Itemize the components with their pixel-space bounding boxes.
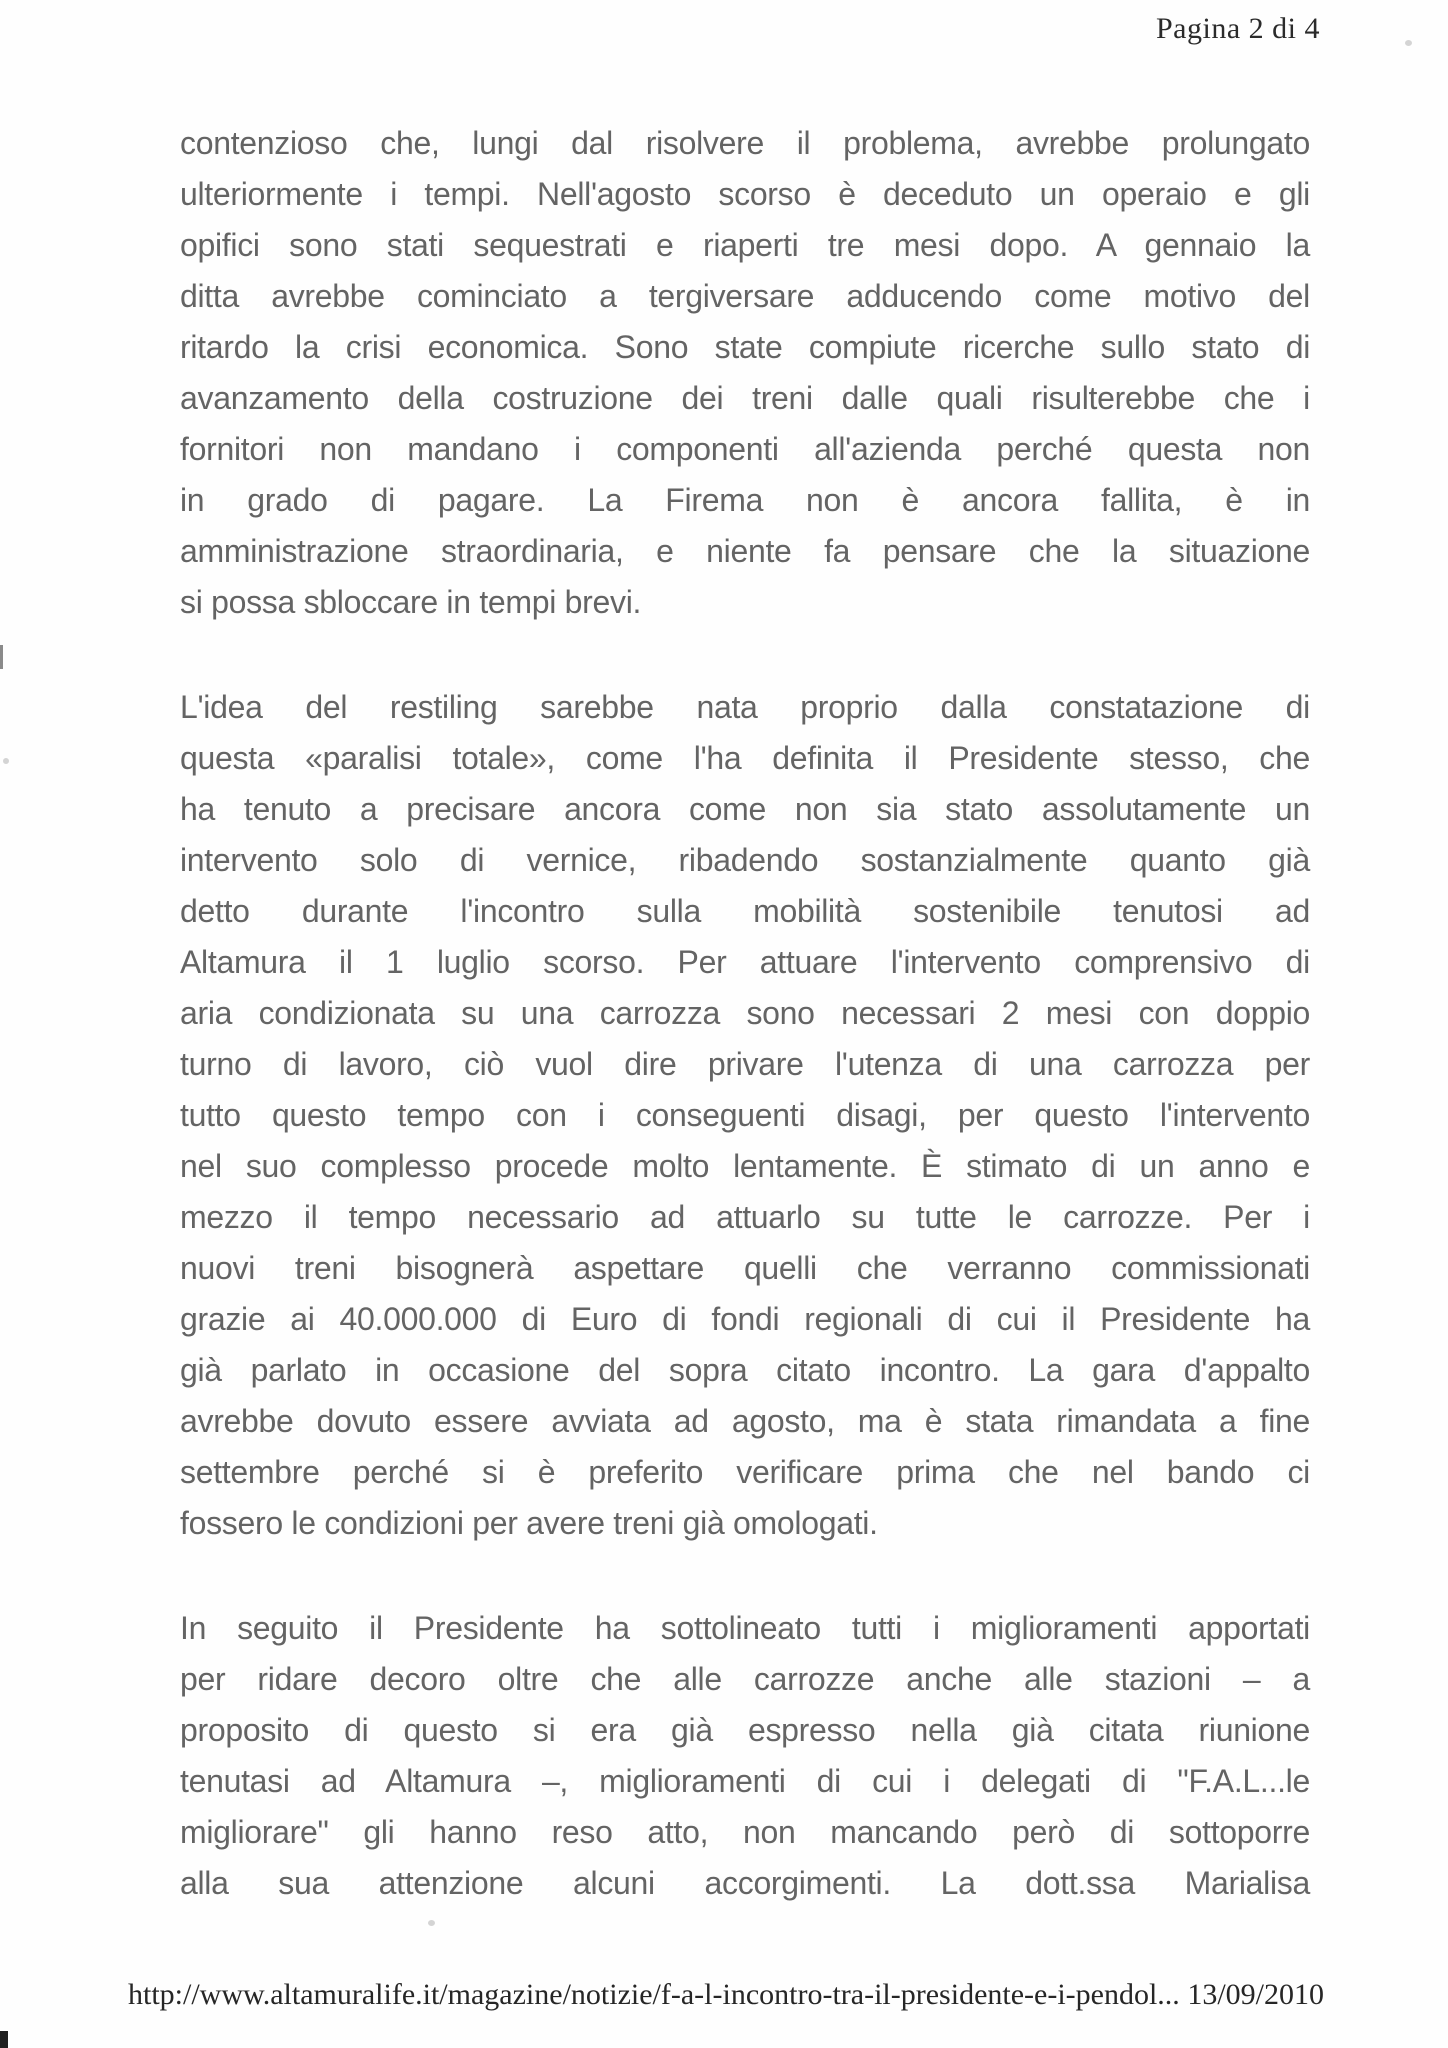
document-text-block [180, 118, 1310, 1909]
scan-artifact-corner-mark [0, 2031, 8, 2048]
text-line: tenutasi ad Altamura –, miglioramenti di cui i delegati di "F.A.L...le [180, 1763, 1310, 1799]
text-line: si possa sbloccare in tempi brevi. [180, 584, 642, 620]
text-line: turno di lavoro, ciò vuol dire privare l'utenza di una carrozza per [180, 1046, 1310, 1082]
text-line: Altamura il 1 luglio scorso. Per attuare l'intervento comprensivo di [180, 944, 1310, 980]
text-line: aria condizionata su una carrozza sono necessari 2 mesi con doppio [180, 995, 1310, 1031]
page-footer [128, 1978, 1324, 2012]
scan-artifact-edge-tick [0, 645, 3, 669]
text-line: questa «paralisi totale», come l'ha definita il Presidente stesso, che [180, 740, 1310, 776]
text-line: L'idea del restiling sarebbe nata proprio dalla constatazione di [180, 689, 1310, 725]
page-number-indicator: Pagina 2 di 4 [1156, 12, 1320, 45]
paragraph-1 [180, 118, 1310, 628]
source-url-text: http://www.altamuralife.it/magazine/notizie/f-a-l-incontro-tra-il-presidente-e-i-pendol... [128, 1978, 1180, 2011]
text-line: per ridare decoro oltre che alle carrozze anche alle stazioni – a [180, 1661, 1310, 1697]
text-line: migliorare" gli hanno reso atto, non mancando però di sottoporre [180, 1814, 1310, 1850]
text-line: amministrazione straordinaria, e niente fa pensare che la situazione [180, 533, 1310, 569]
scan-artifact-speck [1405, 40, 1412, 46]
text-line: detto durante l'incontro sulla mobilità sostenibile tenutosi ad [180, 893, 1310, 929]
text-line: nel suo complesso procede molto lentamente. È stimato di un anno e [180, 1148, 1310, 1184]
text-line: nuovi treni bisognerà aspettare quelli che verranno commissionati [180, 1250, 1310, 1286]
text-line: grazie ai 40.000.000 di Euro di fondi regionali di cui il Presidente ha [180, 1301, 1310, 1337]
text-line: ditta avrebbe cominciato a tergiversare adducendo come motivo del [180, 278, 1310, 314]
text-line: mezzo il tempo necessario ad attuarlo su tutte le carrozze. Per i [180, 1199, 1310, 1235]
text-line: ha tenuto a precisare ancora come non sia stato assolutamente un [180, 791, 1310, 827]
text-line: settembre perché si è preferito verificare prima che nel bando ci [180, 1454, 1310, 1490]
text-line: ritardo la crisi economica. Sono state compiute ricerche sullo stato di [180, 329, 1310, 365]
text-line: tutto questo tempo con i conseguenti disagi, per questo l'intervento [180, 1097, 1310, 1133]
text-line: fossero le condizioni per avere treni già omologati. [180, 1505, 878, 1541]
text-line: avrebbe dovuto essere avviata ad agosto, ma è stata rimandata a fine [180, 1403, 1310, 1439]
text-line: opifici sono stati sequestrati e riaperti tre mesi dopo. A gennaio la [180, 227, 1310, 263]
text-line: avanzamento della costruzione dei treni dalle quali risulterebbe che i [180, 380, 1310, 416]
scan-artifact-speck [3, 758, 9, 764]
text-line: contenzioso che, lungi dal risolvere il problema, avrebbe prolungato [180, 125, 1310, 161]
paragraph-2 [180, 682, 1310, 1549]
text-line: In seguito il Presidente ha sottolineato tutti i miglioramenti apportati [180, 1610, 1310, 1646]
text-line: ulteriormente i tempi. Nell'agosto scorso è deceduto un operaio e gli [180, 176, 1310, 212]
paragraph-3 [180, 1603, 1310, 1909]
print-date: 13/09/2010 [1187, 1978, 1324, 2011]
text-line: alla sua attenzione alcuni accorgimenti. La dott.ssa Marialisa [180, 1865, 1310, 1901]
text-line: proposito di questo si era già espresso nella già citata riunione [180, 1712, 1310, 1748]
text-line: intervento solo di vernice, ribadendo sostanzialmente quanto già [180, 842, 1310, 878]
text-line: in grado di pagare. La Firema non è ancora fallita, è in [180, 482, 1310, 518]
scan-artifact-speck [428, 1920, 435, 1926]
text-line: già parlato in occasione del sopra citato incontro. La gara d'appalto [180, 1352, 1310, 1388]
text-line: fornitori non mandano i componenti all'azienda perché questa non [180, 431, 1310, 467]
